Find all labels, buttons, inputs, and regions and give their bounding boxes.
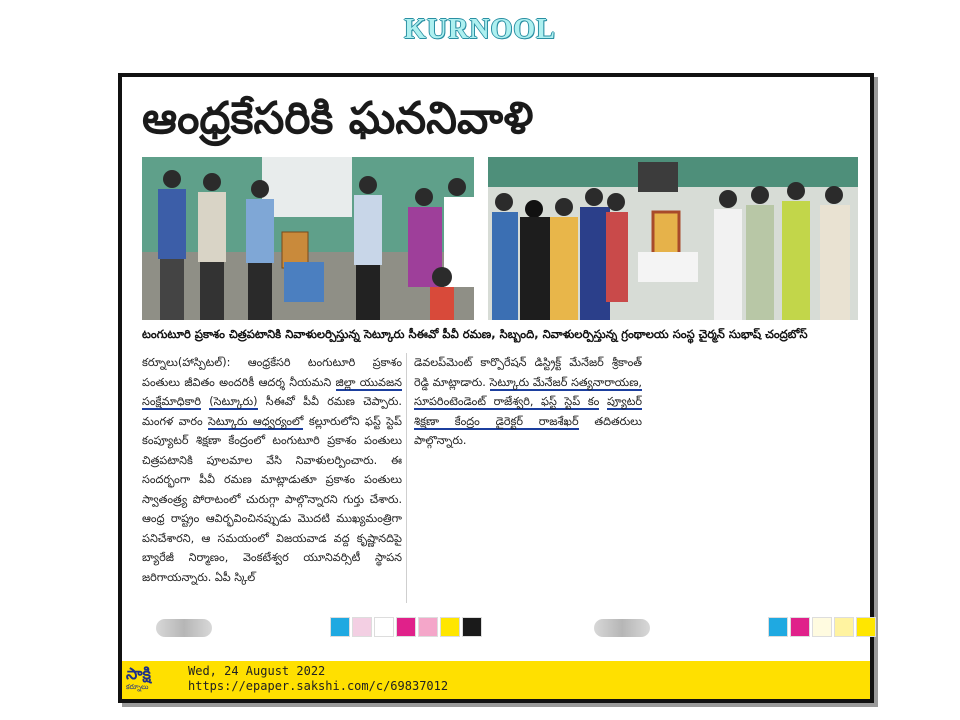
color-swatch <box>440 617 460 637</box>
sakshi-logo <box>126 665 182 695</box>
color-swatch <box>396 617 416 637</box>
event-photo-1 <box>142 157 474 320</box>
photo-caption: టంగుటూరి ప్రకాశం చిత్రపటానికి నివాళులర్పిస్తున్న సెట్కూరు సీఈవో పీవీ రమణ, సిబ్బంది, నివాళులర్పిస్తున్న గ్రంథాలయ సంస్థ చైర్మన్ సుభాష్ చంద్రబోస్ <box>142 327 808 341</box>
color-swatch <box>330 617 350 637</box>
highlighted-text: ప్యూటర్ శిక్షణా కేంద్రం డైరెక్టర్ రాజశేఖర్ <box>414 395 642 428</box>
highlighted-text: సెట్కూరు ఆధ్వర్యంలో <box>208 414 304 428</box>
page-title: KURNOOL <box>404 14 556 45</box>
article-text: డెవలప్‌మెంట్ కార్పొరేషన్ డిస్ట్రిక్ట్ మేనేజర్ శ్రీకాంత్ రెడ్డి మాట్లాడారు. <box>414 356 642 389</box>
highlighted-text: సెట్కూరు మేనేజర్ సత్యనారాయణ, <box>489 375 642 389</box>
logo-subtext: కర్నూలు <box>126 683 149 691</box>
article-column-2 <box>414 353 642 451</box>
article-text: సీఈవో పీవీ రమణ చెప్పారు. మంగళ వారం <box>142 395 402 428</box>
color-swatch <box>352 617 372 637</box>
article-text: కర్నూలు(హాస్పిటల్): ఆంధ్రకేసరి టంగుటూరి ప్రకాశం పంతులు జీవితం అందరికీ ఆదర్శ నీయమని <box>142 356 402 389</box>
color-swatches-right <box>768 617 878 637</box>
newspaper-clipping <box>118 73 874 703</box>
print-registration-pill <box>594 619 650 637</box>
color-swatch <box>462 617 482 637</box>
highlighted-text: (సెట్కూరు) <box>209 395 258 408</box>
color-swatch <box>812 617 832 637</box>
article-column-1 <box>142 353 402 587</box>
article-text: కల్లూరులోని ఫస్ట్ స్టెప్ కంప్యూటర్ శిక్షణా కేంద్రంలో టంగుటూరి ప్రకాశం పంతులు చిత్రపటానికి పూలమాల వేసి నివాళులర్పించారు. ఈ సందర్భంగా పీవీ రమణ మాట్లాడుతూ ప్రకాశం పంతులు స్వాతంత్ర్య పోరాటంలో చురుగ్గా పాల్గొన్నారని గుర్తు చేశారు. ఆంధ్ర రాష్ట్రం ఆవిర్భవించినప్పుడు మొదటి ముఖ్యమంత్రిగా పనిచేశారని, ఆ సమయంలో విజయవాడ వద్ద కృష్ణానదిపై బ్యారేజీ నిర్మాణం, వెంకటేశ్వర యూనివర్సిటీ స్థాపన జరిగాయన్నారు. ఏపీ స్కిల్ <box>142 414 402 584</box>
print-registration-pill <box>156 619 212 637</box>
color-swatch <box>768 617 788 637</box>
column-divider <box>406 353 407 603</box>
publication-date: Wed, 24 August 2022 <box>188 664 326 678</box>
article-headline: ఆంధ్రకేసరికి ఘననివాళి <box>142 93 534 144</box>
logo-text: సాక్షి <box>126 664 151 683</box>
article-text: తదితరులు పాల్గొన్నారు. <box>414 414 642 447</box>
color-swatch <box>374 617 394 637</box>
color-swatches-left <box>330 617 484 637</box>
event-photo-2 <box>488 157 858 320</box>
epaper-link[interactable]: https://epaper.sakshi.com/c/69837012 <box>188 679 449 693</box>
color-swatch <box>856 617 876 637</box>
highlighted-text: సూపరింటెండెంట్ రాజేశ్వరి, ఫస్ట్ స్టెప్ కం <box>414 395 600 408</box>
color-swatch <box>790 617 810 637</box>
color-swatch <box>834 617 854 637</box>
footer-bar <box>122 661 870 699</box>
highlighted-text: జిల్లా యువజన సంక్షేమాధికారి <box>142 375 402 408</box>
color-swatch <box>418 617 438 637</box>
